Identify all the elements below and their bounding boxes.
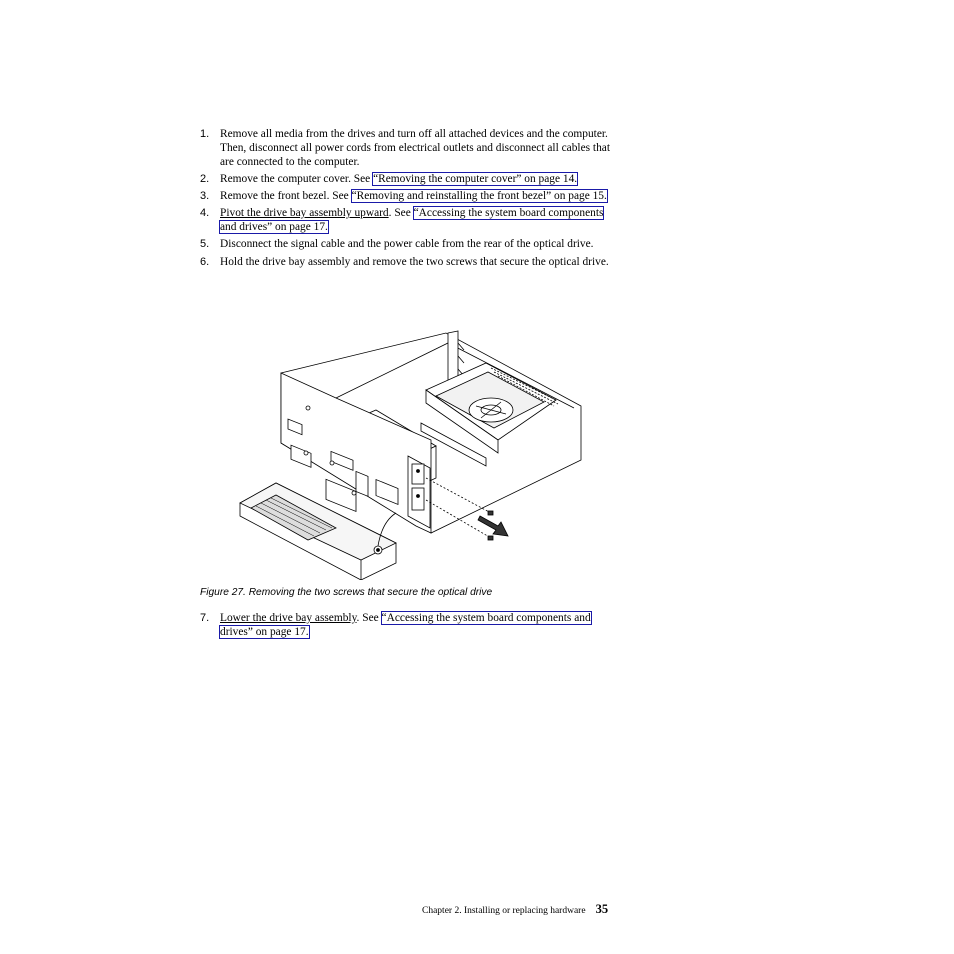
step-text: Hold the drive bay assembly and remove the two screws that secure the optical drive.: [220, 255, 609, 268]
screw-hole: [417, 470, 420, 473]
step-number: 5.: [200, 238, 210, 251]
link-removing-front-bezel[interactable]: “Removing and reinstalling the front bezel” on page 15.: [351, 189, 607, 202]
step-2: [200, 172, 620, 186]
step-text-underlined: Lower the drive bay assembly: [220, 612, 357, 624]
step-text: Remove the front bezel. See: [220, 189, 352, 202]
computer-chassis-illustration: [236, 328, 586, 580]
step-3: [200, 189, 620, 203]
step-7-body: [200, 611, 620, 639]
step-text: . See: [388, 207, 414, 220]
step-text: Remove the computer cover. See: [220, 172, 374, 185]
screw-icon: [488, 536, 493, 540]
screw-hole: [417, 495, 420, 498]
step-number: 4.: [200, 207, 210, 220]
link-accessing-system-board[interactable]: “Accessing the system board components and drives” on page 17.: [220, 207, 604, 234]
step-text: Remove all media from the drives and turn off all attached devices and the computer. Then, disconnect all power cords from electrical outlets and disconnect all cables that are connected to the computer.: [220, 128, 610, 169]
link-accessing-system-board[interactable]: “Accessing the system board components and drives” on page 17.: [220, 612, 591, 639]
figure-caption: Figure 27. Removing the two screws that secure the optical drive: [200, 587, 493, 598]
step-number: 2.: [200, 172, 210, 185]
step-number: 6.: [200, 255, 210, 268]
procedure-steps: [200, 127, 620, 269]
step-6: [200, 255, 620, 269]
step-text: . See: [356, 612, 382, 624]
step-4: [200, 206, 620, 234]
page-number: 35: [595, 902, 609, 916]
step-1: [200, 127, 620, 170]
figure-drive-bay-illustration: [236, 328, 586, 580]
step-text: Disconnect the signal cable and the power cable from the rear of the optical drive.: [220, 238, 594, 251]
step-text-underlined: Pivot the drive bay assembly upward: [220, 207, 389, 220]
chapter-title: Chapter 2. Installing or replacing hardware: [422, 906, 586, 916]
step-number: 3.: [200, 189, 210, 202]
step-number: 7.: [200, 612, 210, 624]
link-removing-computer-cover[interactable]: “Removing the computer cover” on page 14.: [373, 172, 578, 185]
step-7: [200, 611, 620, 639]
step-5: [200, 237, 620, 251]
page-footer: [422, 902, 622, 917]
screw-icon: [488, 511, 493, 515]
step-number: 1.: [200, 128, 210, 140]
